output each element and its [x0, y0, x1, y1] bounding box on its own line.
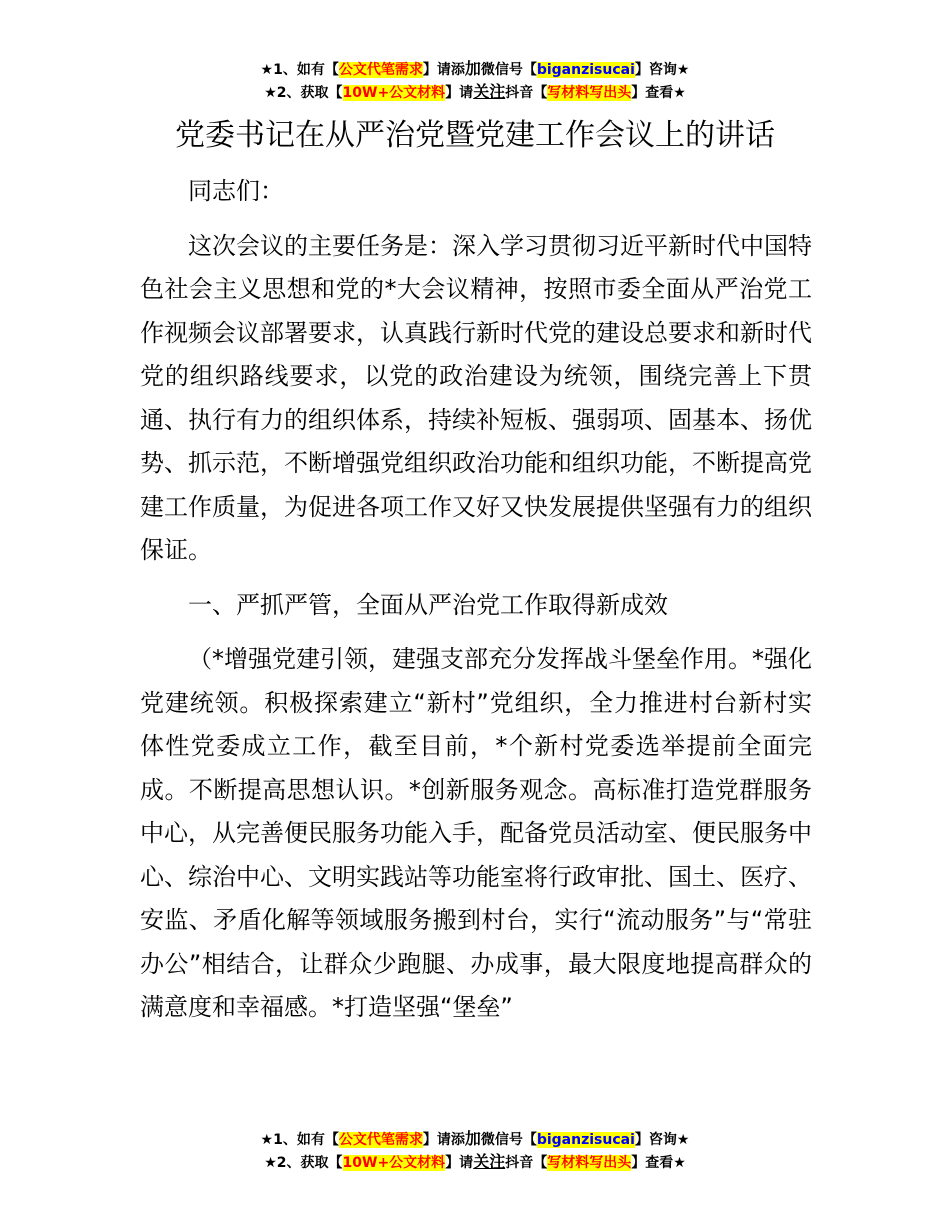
promo-text-follow: 关注 [473, 82, 506, 101]
document-body [140, 170, 812, 1030]
section-heading: 一、严抓严管，全面从严治党工作取得新成效 [188, 590, 668, 619]
promo-text-add: 加 [464, 59, 481, 78]
promo-highlight-wechat-id: biganzisucai [536, 1132, 635, 1148]
promo-line-1 [0, 1128, 950, 1151]
promo-highlight-wechat-id: biganzisucai [536, 62, 635, 78]
promo-text: 】查看★ [631, 1155, 686, 1171]
promo-line-2 [0, 1151, 950, 1174]
promo-highlight-writing-service: 公文代笔需求 [338, 62, 423, 78]
promo-text: ★1、如有【 [260, 62, 339, 78]
promo-text: 】咨询★ [634, 62, 690, 78]
promo-highlight-materials: 10W+公文材料 [342, 1155, 446, 1171]
promo-text: ★2、获取【 [264, 85, 343, 101]
body-paragraph: （*增强党建引领，建强支部充分发挥战斗堡垒作用。*强化党建统领。积极探索建立“新村”党组织，全力推进村台新村实体性党委成立工作，截至目前，*个新村党委选举提前全面完成。不断提高思想认识。*创新服务观念。高标准打造党群服务中心，从完善便民服务功能入手，配备党员活动室、便民服务中心、综治中心、文明实践站等功能室将行政审批、国土、医疗、安监、矛盾化解等领域服务搬到村台，实行“流动服务”与“常驻办公”相结合，让群众少跑腿、办成事，最大限度地提高群众的满意度和幸福感。*打造坚强“堡垒” [140, 645, 812, 1021]
promo-text: 】查看★ [631, 85, 686, 101]
body-paragraph: 这次会议的主要任务是：深入学习贯彻习近平新时代中国特色社会主义思想和党的*大会议精神，按照市委全面从严治党工作视频会议部署要求，认真践行新时代党的建设总要求和新时代党的组织路线要求，以党的政治建设为统领，围绕完善上下贯通、执行有力的组织体系，持续补短板、强弱项、固基本、扬优势、抓示范，不断增强党组织政治功能和组织功能，不断提高党建工作质量，为促进各项工作又好又快发展提供坚强有力的组织保证。 [140, 231, 812, 564]
promo-line-2 [0, 81, 950, 104]
promo-text: 微信号【 [480, 1132, 537, 1148]
promo-highlight-douyin-account: 写材料写出头 [547, 85, 632, 101]
promo-text: ★1、如有【 [260, 1132, 339, 1148]
promo-text: 抖音【 [505, 85, 548, 101]
promo-text: 微信号【 [480, 62, 537, 78]
promo-text: 】咨询★ [634, 1132, 690, 1148]
promo-highlight-writing-service: 公文代笔需求 [338, 1132, 423, 1148]
document-title: 党委书记在从严治党暨党建工作会议上的讲话 [175, 118, 775, 153]
promo-text-add: 加 [464, 1129, 481, 1148]
salutation: 同志们： [188, 177, 284, 205]
promo-text: 】请添 [422, 62, 465, 78]
promo-text: 】请 [445, 85, 474, 101]
promo-highlight-douyin-account: 写材料写出头 [547, 1155, 632, 1171]
promo-text: 】请添 [422, 1132, 465, 1148]
promo-highlight-materials: 10W+公文材料 [342, 85, 446, 101]
promo-line-1 [0, 58, 950, 81]
promo-text: 】请 [445, 1155, 474, 1171]
top-promo-banner [0, 58, 950, 104]
promo-text-follow: 关注 [473, 1152, 506, 1171]
bottom-promo-banner [0, 1128, 950, 1174]
promo-text: 抖音【 [505, 1155, 548, 1171]
promo-text: ★2、获取【 [264, 1155, 343, 1171]
